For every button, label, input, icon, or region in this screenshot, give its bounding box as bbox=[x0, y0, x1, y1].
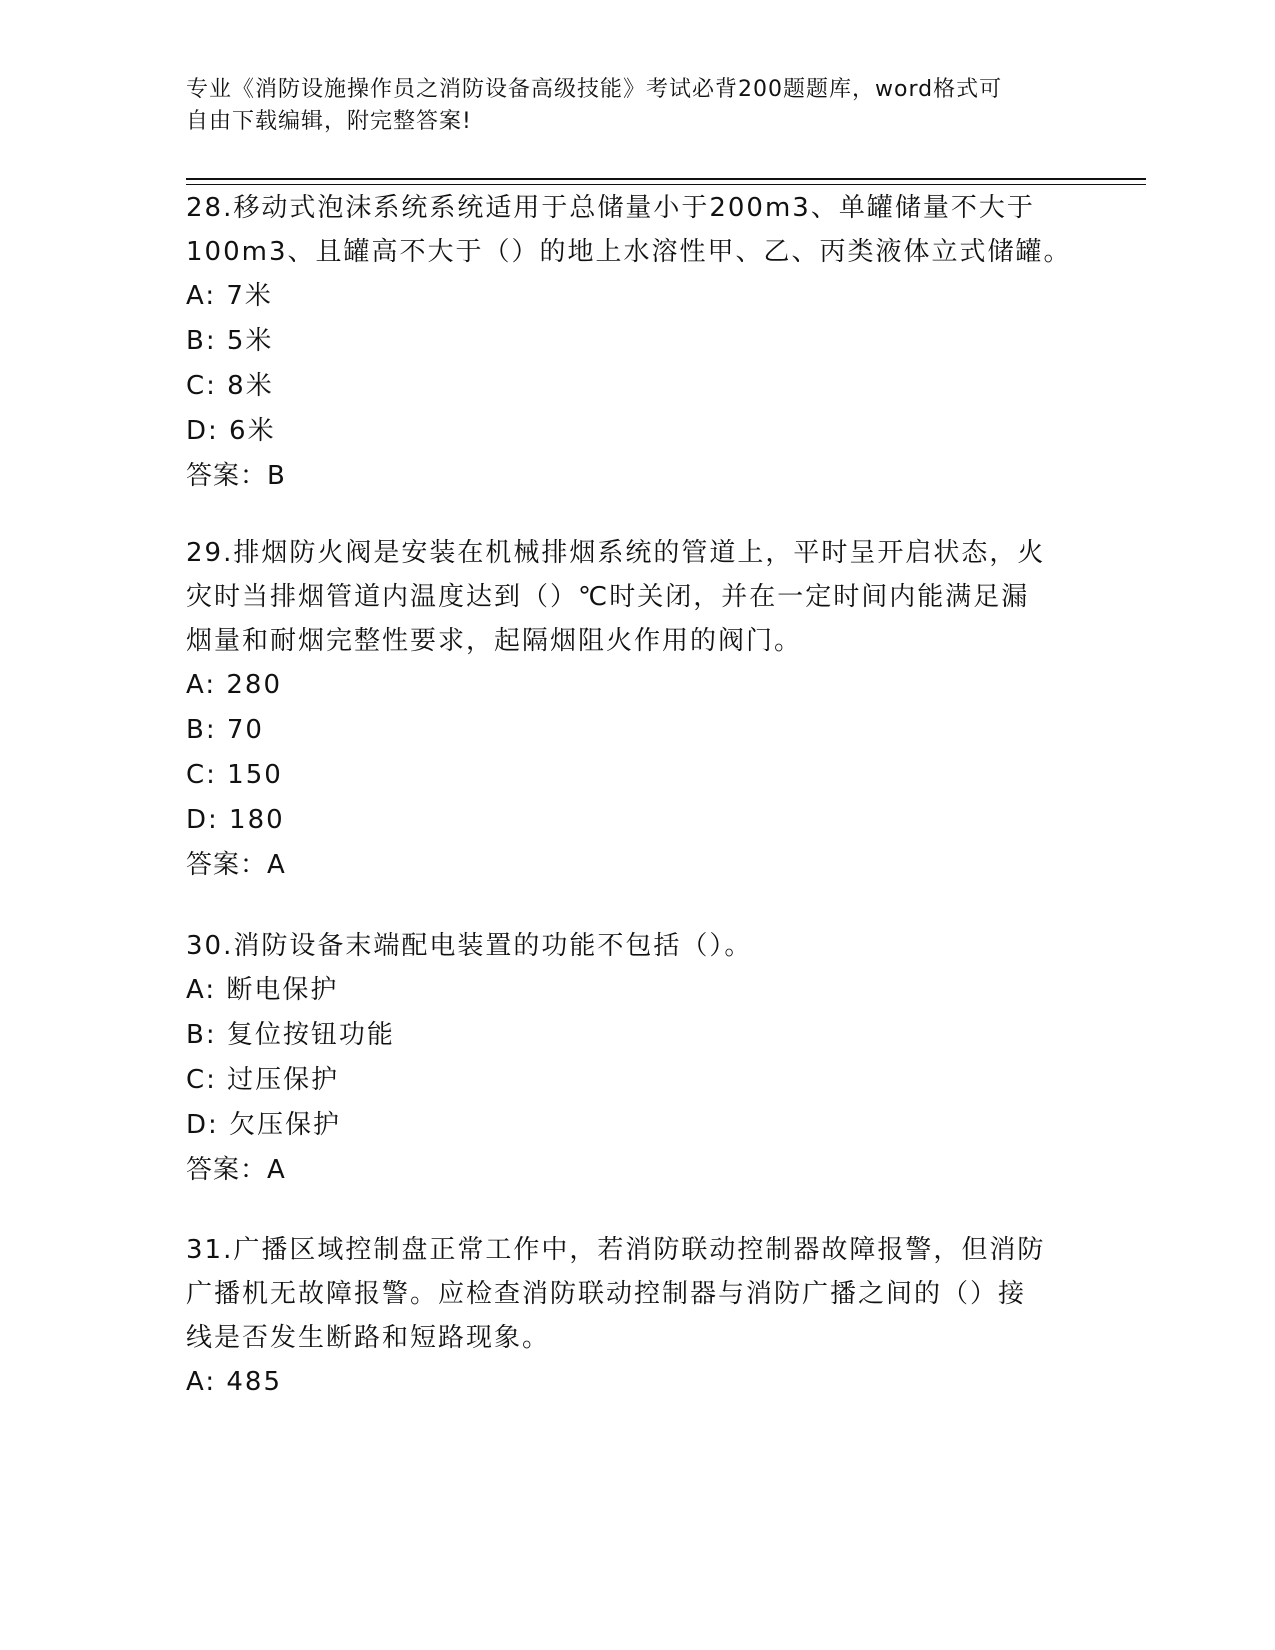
option-d: D: 180 bbox=[186, 805, 285, 835]
question-stem bbox=[186, 924, 1086, 968]
stem-line: 烟量和耐烟完整性要求，起隔烟阻火作用的阀门。 bbox=[186, 626, 803, 656]
question-28 bbox=[186, 186, 1086, 499]
option-a: A: 485 bbox=[186, 1367, 282, 1397]
stem-line: 100m3、且罐高不大于（）的地上水溶性甲、乙、丙类液体立式储罐。 bbox=[186, 237, 1072, 267]
document-header bbox=[186, 74, 1086, 138]
stem-line: 31.广播区域控制盘正常工作中，若消防联动控制器故障报警，但消防 bbox=[186, 1235, 1046, 1265]
option-d: D: 6米 bbox=[186, 416, 276, 446]
question-31 bbox=[186, 1228, 1086, 1405]
answer: 答案：B bbox=[186, 461, 286, 491]
option-a: A: 280 bbox=[186, 670, 282, 700]
option-a: A: 7米 bbox=[186, 281, 273, 311]
stem-line: 灾时当排烟管道内温度达到（）℃时关闭，并在一定时间内能满足漏 bbox=[186, 582, 1030, 612]
question-29 bbox=[186, 531, 1086, 888]
question-30 bbox=[186, 924, 1086, 1193]
header-line-1: 专业《消防设施操作员之消防设备高级技能》考试必背200题题库，word格式可 bbox=[186, 77, 1003, 102]
header-line-2: 自由下载编辑，附完整答案! bbox=[186, 109, 472, 134]
option-c: C: 过压保护 bbox=[186, 1065, 340, 1095]
question-stem bbox=[186, 1228, 1086, 1360]
option-c: C: 8米 bbox=[186, 371, 274, 401]
stem-line: 30.消防设备末端配电装置的功能不包括（）。 bbox=[186, 931, 753, 961]
answer: 答案：A bbox=[186, 850, 286, 880]
question-stem bbox=[186, 531, 1086, 663]
option-b: B: 70 bbox=[186, 715, 264, 745]
stem-line: 29.排烟防火阀是安装在机械排烟系统的管道上，平时呈开启状态，火 bbox=[186, 538, 1046, 568]
header-divider-thick bbox=[186, 178, 1146, 180]
option-c: C: 150 bbox=[186, 760, 283, 790]
stem-line: 28.移动式泡沫系统系统适用于总储量小于200m3、单罐储量不大于 bbox=[186, 193, 1035, 223]
stem-line: 广播机无故障报警。应检查消防联动控制器与消防广播之间的（）接 bbox=[186, 1279, 1027, 1309]
option-b: B: 5米 bbox=[186, 326, 274, 356]
answer: 答案：A bbox=[186, 1155, 286, 1185]
option-b: B: 复位按钮功能 bbox=[186, 1020, 395, 1050]
header-divider-thin bbox=[186, 184, 1146, 185]
question-stem bbox=[186, 186, 1086, 274]
option-a: A: 断电保护 bbox=[186, 975, 339, 1005]
option-d: D: 欠压保护 bbox=[186, 1110, 342, 1140]
stem-line: 线是否发生断路和短路现象。 bbox=[186, 1323, 551, 1353]
